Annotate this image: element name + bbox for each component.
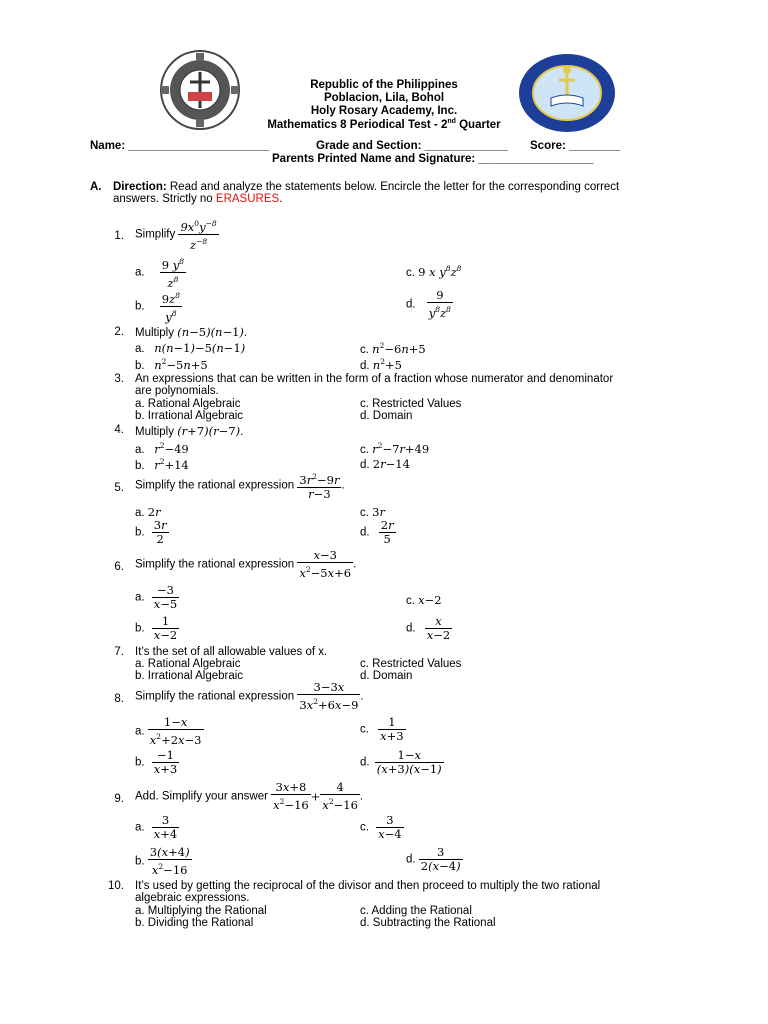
q4-option-b: b. $r^2+14$ xyxy=(135,457,189,472)
q9-option-b: b. $\frac{3(x+4)}{x^2-16}$ xyxy=(135,845,190,877)
q4-question: Multiply (r+7)(r−7). xyxy=(135,424,244,438)
q6-question: Simplify the rational expression $\frac{x-3}{x^2-5x+6}$ . xyxy=(135,548,357,580)
q8-option-d: d. $\frac{1-x}{(x+3)(x-1)}$ xyxy=(360,748,442,776)
q5-option-c: c. 3r xyxy=(360,505,385,519)
header-test-title: Mathematics 8 Periodical Test - 2nd Quarter xyxy=(267,118,501,131)
q10-option-b: b. Dividing the Rational xyxy=(135,917,254,929)
header-location: Poblacion, Lila, Bohol xyxy=(323,92,445,104)
q3-option-b: b. Irrational Algebraic xyxy=(135,410,244,422)
parents-field: Parents Printed Name and Signature: __________________ xyxy=(272,153,594,165)
q7-option-d: d. Domain xyxy=(360,670,413,682)
q5-number: 5. xyxy=(114,482,124,494)
q7-question: It’s the set of all allowable values of x. xyxy=(135,646,328,658)
q2-option-d: d. $n^2+5$ xyxy=(360,357,402,372)
q8-option-c: c. $\frac{1}{x+3}$ xyxy=(360,715,404,743)
q3-question-line1: An expressions that can be written in the form of a fraction whose numerator and denominator xyxy=(135,373,614,385)
q6-option-a: a. $\frac{-3}{x-5}$ xyxy=(135,583,178,611)
q1-option-b: b. $\frac{9z^8}{y^8}$ xyxy=(135,291,180,324)
direction-line2: answers. Strictly no ERASURES. xyxy=(113,193,283,205)
score-field: Score: ________ xyxy=(530,140,621,152)
q7-option-a: a. Rational Algebraic xyxy=(135,658,241,670)
q3-option-c: c. Restricted Values xyxy=(360,398,462,410)
name-field: Name: ______________________ xyxy=(90,140,270,152)
q4-number: 4. xyxy=(114,424,124,436)
q8-number: 8. xyxy=(114,693,124,705)
q3-option-d: d. Domain xyxy=(360,410,413,422)
q7-option-c: c. Restricted Values xyxy=(360,658,462,670)
q3-question-line2: are polynomials. xyxy=(135,385,219,397)
q2-option-a: a. n(n−1)−5(n−1) xyxy=(135,341,246,355)
q9-option-a: a. $\frac{3}{x+4}$ xyxy=(135,813,178,841)
q10-number: 10. xyxy=(108,880,124,892)
q8-option-b: b. $\frac{-1}{x+3}$ xyxy=(135,748,178,776)
q9-question: Add. Simplify your answer $\frac{3x+8}{x^2-16}$ + $\frac{4}{x^2-16}$ . xyxy=(135,780,364,812)
header-school: Holy Rosary Academy, Inc. xyxy=(310,105,458,117)
q7-number: 7. xyxy=(114,646,124,658)
q2-number: 2. xyxy=(114,326,124,338)
q9-number: 9. xyxy=(114,793,124,805)
q1-number: 1. xyxy=(114,230,124,242)
direction-line1: Direction: Read and analyze the statements below. Encircle the letter for the corresponding correct xyxy=(113,181,620,193)
section-letter: A. xyxy=(90,181,102,193)
q10-option-c: c. Adding the Rational xyxy=(360,905,472,917)
q9-option-d: d. $\frac{3}{2(x-4)}$ xyxy=(406,845,461,873)
q6-number: 6. xyxy=(114,561,124,573)
q7-option-b: b. Irrational Algebraic xyxy=(135,670,244,682)
header-republic: Republic of the Philippines xyxy=(310,79,458,91)
q1-option-d: d. $\frac{9}{y^8z^8}$ xyxy=(406,288,451,320)
q10-option-d: d. Subtracting the Rational xyxy=(360,917,496,929)
q3-number: 3. xyxy=(114,373,124,385)
q4-option-a: a. $r^2-49$ xyxy=(135,441,189,456)
q2-option-c: c. $n^2-6n+5$ xyxy=(360,341,426,356)
q10-question-line2: algebraic expressions. xyxy=(135,892,250,904)
q6-option-b: b. $\frac{1}{x-2}$ xyxy=(135,614,178,642)
q4-option-c: c. $r^2-7r+49$ xyxy=(360,441,430,456)
q9-option-c: c. $\frac{3}{x-4}$ xyxy=(360,813,402,841)
q10-option-a: a. Multiplying the Rational xyxy=(135,905,267,917)
q5-option-d: d. $\frac{2r}{5}$ xyxy=(360,518,394,546)
q5-option-b: b. $\frac{3r}{2}$ xyxy=(135,518,167,546)
q1-option-c: c. 9 x $y^8z^8$ xyxy=(406,264,462,279)
q6-option-c: c. x−2 xyxy=(406,593,442,607)
q6-option-d: d. $\frac{x}{x-2}$ xyxy=(406,614,451,642)
q3-option-a: a. Rational Algebraic xyxy=(135,398,241,410)
q5-question: Simplify the rational expression $\frac{3r^2-9r}{r-3}$ . xyxy=(135,472,345,501)
q8-option-a: a. $\frac{1-x}{x^2+2x-3}$ xyxy=(135,715,202,747)
q1-option-a: a. $\frac{9 y^8}{z^8}$ xyxy=(135,257,185,290)
q5-option-a: a. 2r xyxy=(135,505,161,519)
grade-section-field: Grade and Section: _____________ xyxy=(316,140,508,152)
q10-question-line1: It’s used by getting the reciprocal of the divisor and then proceed to multiply the two rational xyxy=(135,880,601,892)
q2-option-b: b. $n^2-5n+5$ xyxy=(135,357,208,372)
q2-question: Multiply (n−5)(n−1). xyxy=(135,325,248,339)
q8-question: Simplify the rational expression $\frac{3-3x}{3x^2+6x-9}$ . xyxy=(135,680,364,712)
q1-question: Simplify $\frac{9x^0y^{-8}}{z^{-8}}$ xyxy=(135,219,217,252)
q4-option-d: d. 2r−14 xyxy=(360,457,410,471)
